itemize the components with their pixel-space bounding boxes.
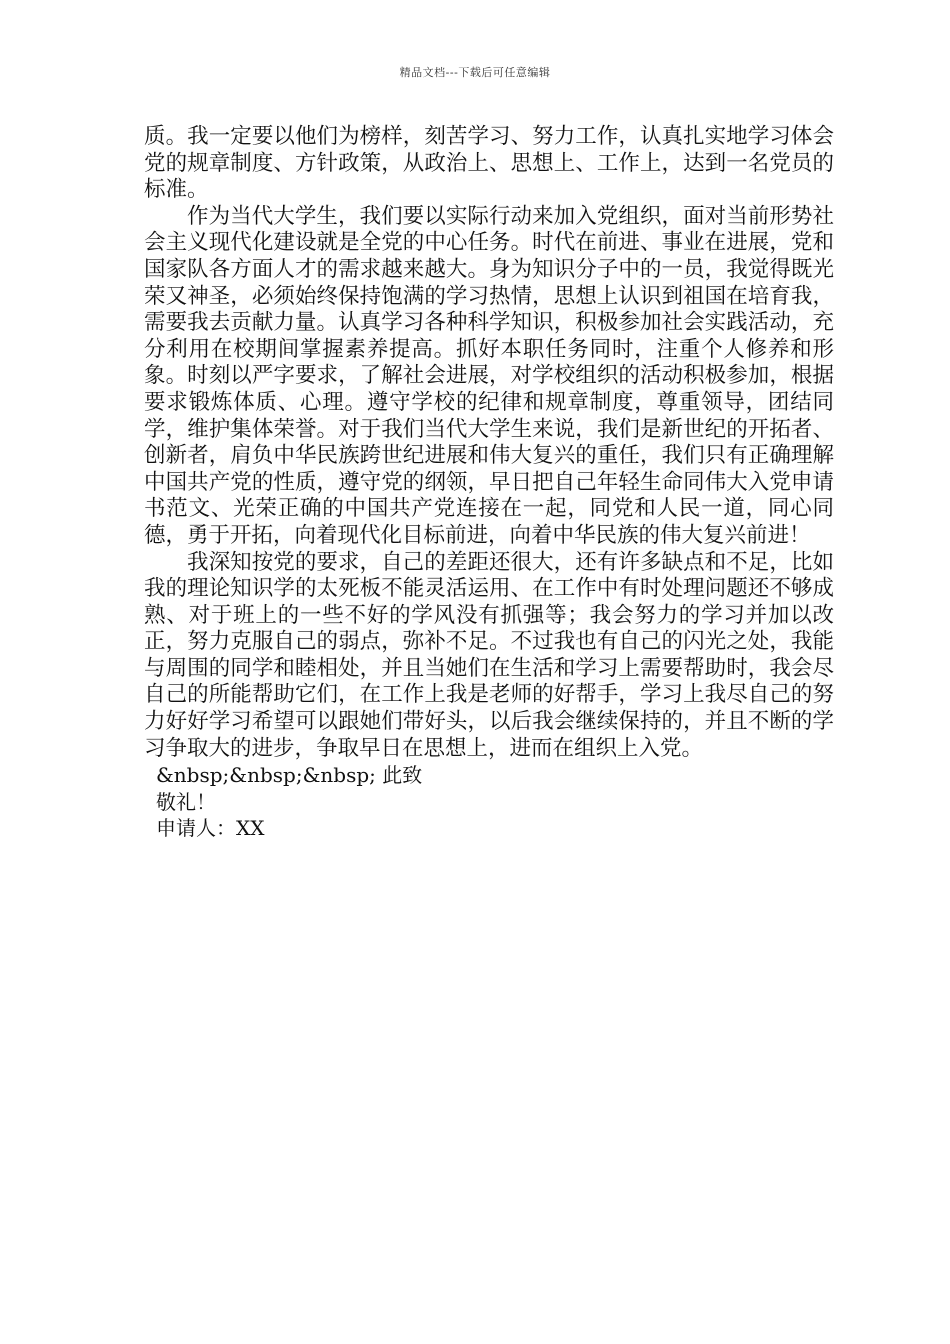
closing-salutation: &nbsp;&nbsp;&nbsp; 此致 [156,763,423,788]
closing-regards: 敬礼！ [156,789,216,814]
paragraph-student-duty: 作为当代大学生，我们要以实际行动来加入党组织，面对当前形势社会主义现代化建设就是全党的中心任务。时代在前进、事业在进展，党和国家队各方面人才的需求越来越大。身为知识分子中的一员，我觉得既光荣又神圣，必须始终保持饱满的学习热情，思想上认识到祖国在培育我，需要我去贡献力量。认真学习各种科学知识，积极参加社会实践活动，充分利用在校期间掌握素养提高。抓好本职任务同时，注重个人修养和形象。时刻以严字要求，了解社会进展，对学校组织的活动积极参加，根据要求锻炼体质、心理。遵守学校的纪律和规章制度，尊重领导，团结同学，维护集体荣誉。对于我们当代大学生来说，我们是新世纪的开拓者、创新者，肩负中华民族跨世纪进展和伟大复兴的重任，我们只有正确理解中国共产党的性质，遵守党的纲领，早日把自己年轻生命同伟大入党申请书范文、光荣正确的中国共产党连接在一起，同党和人民一道，同心同德，勇于开拓，向着现代化目标前进，向着中华民族的伟大复兴前进！ [144,203,834,548]
paragraph-self-assessment: 我深知按党的要求，自己的差距还很大，还有许多缺点和不足，比如我的理论知识学的太死板不能灵活运用、在工作中有时处理问题还不够成熟、对于班上的一些不好的学风没有抓强等；我会努力的学习并加以改正，努力克服自己的弱点，弥补不足。不过我也有自己的闪光之处，我能与周围的同学和睦相处，并且当她们在生活和学习上需要帮助时，我会尽自己的所能帮助它们，在工作上我是老师的好帮手，学习上我尽自己的努力好好学习希望可以跟她们带好头，以后我会继续保持的，并且不断的学习争取大的进步，争取早日在思想上，进而在组织上入党。 [144,549,834,761]
paragraph-continuation: 质。我一定要以他们为榜样，刻苦学习、努力工作，认真扎实地学习体会党的规章制度、方针政策，从政治上、思想上、工作上，达到一名党员的标准。 [144,124,834,203]
document-body [144,124,834,842]
signature-line: 申请人：XX [156,816,265,841]
page-header: 精品文档---下载后可任意编辑 [399,66,551,79]
